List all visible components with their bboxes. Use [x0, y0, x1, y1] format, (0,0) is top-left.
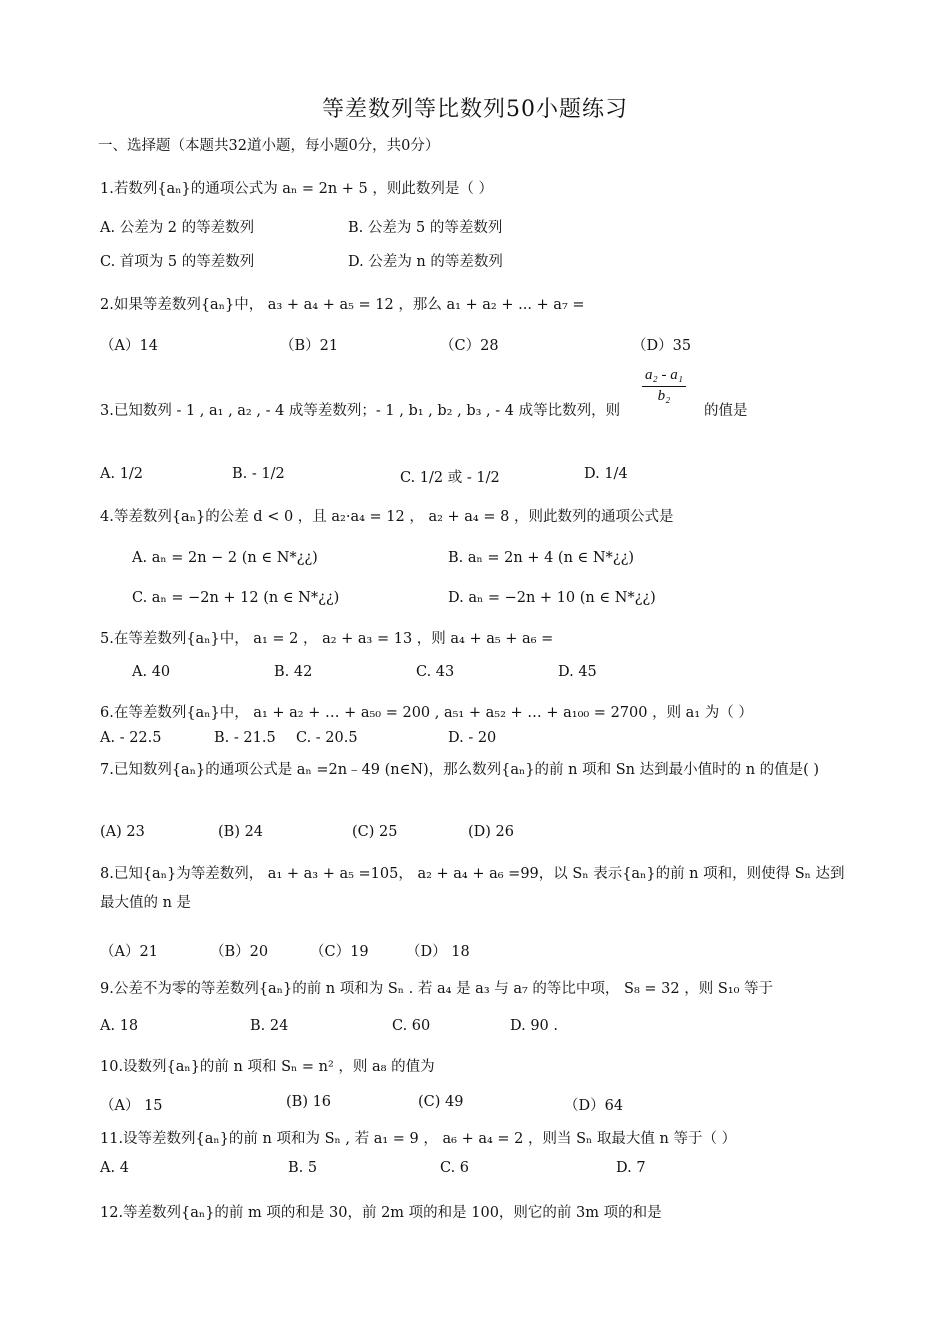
option-a: A. 1/2	[100, 466, 144, 482]
page-title: 等差数列等比数列50小题练习	[322, 97, 628, 122]
option-a: A. - 22.5	[100, 730, 162, 746]
option-b: B. - 21.5	[214, 730, 276, 746]
question-8: 8.已知{aₙ}为等差数列， a₁ + a₃ + a₅ =105， a₂ + a₄ + a₆ =99，以 Sₙ 表示{aₙ}的前 n 项和，则使得 Sₙ 达到最大值的 n 是	[100, 866, 845, 911]
fraction-denominator: b₂	[657, 387, 671, 404]
question-3	[100, 366, 845, 426]
option-c: C. - 20.5	[296, 730, 358, 746]
option-a: （A）14	[100, 338, 158, 354]
option-c: C. 首项为 5 的等差数列	[100, 254, 255, 270]
option-d: D. 公差为 n 的等差数列	[348, 254, 503, 270]
question-2: 2.如果等差数列{aₙ}中， a₃ + a₄ + a₅ = 12 ，那么 a₁ + a₂ + ... + a₇ =	[100, 297, 585, 313]
question-1: 1.若数列{aₙ}的通项公式为 aₙ = 2n + 5 ，则此数列是（ ）	[100, 181, 493, 197]
option-d: D. 7	[616, 1160, 646, 1176]
option-a: A. 40	[132, 664, 171, 680]
option-b: B. - 1/2	[232, 466, 285, 482]
option-d: D. - 20	[448, 730, 497, 746]
option-b: B. 公差为 5 的等差数列	[348, 220, 503, 236]
option-d: (D) 26	[468, 824, 514, 840]
option-a: A. 18	[100, 1018, 139, 1034]
option-a: （A） 15	[100, 1098, 163, 1114]
option-c: C. 43	[416, 664, 455, 680]
option-c: (C) 49	[418, 1094, 464, 1110]
question-7: 7.已知数列{aₙ}的通项公式是 aₙ =2n﹣49 (n∈N)，那么数列{aₙ}的前 n 项和 Sn 达到最小值时的 n 的值是( )	[100, 762, 820, 778]
option-c: C. 1/2 或 - 1/2	[400, 470, 500, 486]
option-d: D. 1/4	[584, 466, 628, 482]
question-9: 9.公差不为零的等差数列{aₙ}的前 n 项和为 Sₙ . 若 a₄ 是 a₃ 与 a₇ 的等比中项， S₈ = 32 ，则 S₁₀ 等于	[100, 981, 773, 997]
option-c: C. 6	[440, 1160, 470, 1176]
question-10: 10.设数列{aₙ}的前 n 项和 Sₙ = n² ，则 a₈ 的值为	[100, 1059, 435, 1075]
question-12: 12.等差数列{aₙ}的前 m 项的和是 30，前 2m 项的和是 100，则它的前 3m 项的和是	[100, 1205, 662, 1221]
option-b: B. 24	[250, 1018, 289, 1034]
option-d: （D）35	[632, 338, 692, 354]
option-d: （D）64	[564, 1098, 624, 1114]
option-b: (B) 24	[218, 824, 264, 840]
option-d: D. 45	[558, 664, 597, 680]
option-c: （C）19	[310, 944, 369, 960]
option-b: （B）21	[280, 338, 339, 354]
option-a: A. aₙ = 2n − 2 (n ∈ N*¿¿)	[132, 550, 318, 566]
option-c: C. aₙ = −2n + 12 (n ∈ N*¿¿)	[132, 590, 340, 606]
question-3-fraction	[642, 366, 686, 406]
option-c: C. 60	[392, 1018, 431, 1034]
option-d: （D） 18	[406, 944, 470, 960]
fraction-numerator: a₂ - a₁	[642, 366, 686, 387]
option-a: A. 4	[100, 1160, 129, 1176]
option-b: （B）20	[210, 944, 269, 960]
option-d: D. 90 .	[510, 1018, 558, 1034]
question-4: 4.等差数列{aₙ}的公差 d < 0 ，且 a₂·a₄ = 12 ， a₂ + a₄ = 8 ，则此数列的通项公式是	[100, 509, 674, 525]
option-b: (B) 16	[286, 1094, 332, 1110]
option-a: (A) 23	[100, 824, 145, 840]
option-d: D. aₙ = −2n + 10 (n ∈ N*¿¿)	[448, 590, 656, 606]
option-b: B. 5	[288, 1160, 318, 1176]
option-a: （A）21	[100, 944, 158, 960]
option-b: B. 42	[274, 664, 313, 680]
option-b: B. aₙ = 2n + 4 (n ∈ N*¿¿)	[448, 550, 635, 566]
section-heading: 一、选择题（本题共32道小题，每小题0分，共0分）	[98, 138, 440, 154]
question-6: 6.在等差数列{aₙ}中， a₁ + a₂ + … + a₅₀ = 200 , a₅₁ + a₅₂ + … + a₁₀₀ = 2700 ，则 a₁ 为（ ）	[100, 705, 753, 721]
question-3-stem: 3.已知数列 - 1 , a₁ , a₂ , - 4 成等差数列；- 1 , b₁ , b₂ , b₃ , - 4 成等比数列，则	[100, 403, 621, 419]
question-11: 11.设等差数列{aₙ}的前 n 项和为 Sₙ , 若 a₁ = 9 ， a₆ + a₄ = 2 ，则当 Sₙ 取最大值 n 等于（ ）	[100, 1131, 737, 1147]
question-3-stem-end: 的值是	[704, 403, 748, 419]
option-c: （C）28	[440, 338, 499, 354]
option-c: (C) 25	[352, 824, 398, 840]
option-a: A. 公差为 2 的等差数列	[100, 220, 255, 236]
question-5: 5.在等差数列{aₙ}中， a₁ = 2 ， a₂ + a₃ = 13 ，则 a₄ + a₅ + a₆ =	[100, 631, 554, 647]
